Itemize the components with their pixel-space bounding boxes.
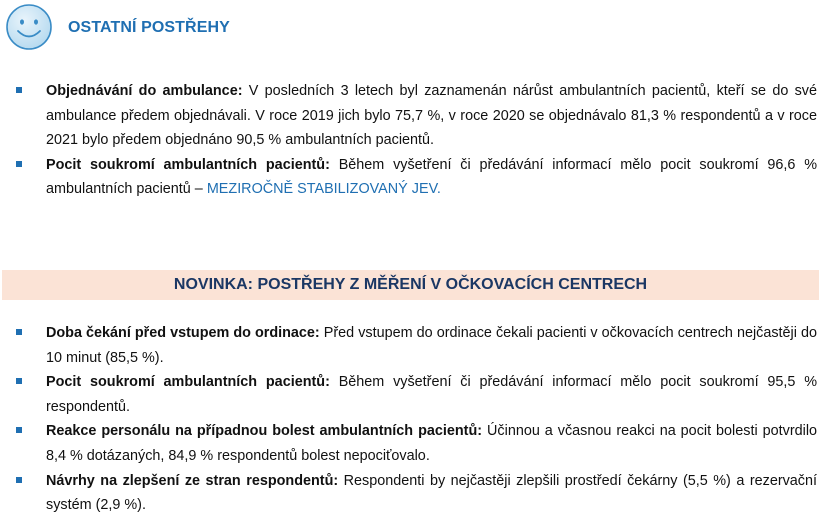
item-highlight: MEZIROČNĚ STABILIZOVANÝ JEV. bbox=[206, 181, 441, 198]
item-text: Respondenti by nejčastěji zlepšili prostředí čekárny (5,5 %) a rezervační systém (2,9 %). bbox=[46, 472, 818, 514]
square-bullet-icon bbox=[16, 161, 22, 167]
item-text: Před vstupem do ordinace čekali pacienti v očkovacích centrech nejčastěji do 10 minut (85,5 %). bbox=[46, 325, 817, 366]
item-label: Pocit soukromí ambulantních pacientů: bbox=[46, 156, 330, 173]
square-bullet-icon bbox=[16, 477, 22, 483]
square-bullet-icon bbox=[16, 378, 22, 384]
item-label: Pocit soukromí ambulantních pacientů: bbox=[46, 374, 330, 391]
square-bullet-icon bbox=[16, 427, 22, 433]
list-item bbox=[0, 79, 835, 153]
list-item bbox=[0, 153, 835, 202]
item-label: Objednávání do ambulance: bbox=[46, 83, 243, 99]
smiley-face-icon bbox=[4, 2, 54, 52]
list-item bbox=[0, 321, 835, 370]
item-text: V posledních 3 letech byl zaznamenán nárůst ambulantních pacientů, kteří se do své ambulance předem objednávali. V roce 2019 jich bylo 75,7 %, v roce 2020 se objednávalo 81,3 % respondentů a v roce 2021 bylo předem objednáno 90,5 % ambulantních pacientů. bbox=[46, 83, 818, 149]
list-item bbox=[0, 419, 835, 468]
square-bullet-icon bbox=[16, 329, 22, 335]
square-bullet-icon bbox=[16, 87, 22, 93]
item-text: Účinnou a včasnou reakci na pocit bolesti potvrdilo 8,4 % dotázaných, 84,9 % respondentů bolest nepociťovalo. bbox=[46, 423, 818, 464]
item-label: Návrhy na zlepšení ze stran respondentů: bbox=[46, 472, 339, 489]
list-item bbox=[0, 469, 835, 518]
section-title-other-observations: OSTATNÍ POSTŘEHY bbox=[68, 19, 230, 36]
section-title-vaccination-centres: NOVINKA: POSTŘEHY Z MĚŘENÍ V OČKOVACÍCH CENTRECH bbox=[173, 276, 648, 293]
item-text: Během vyšetření či předávání informací mělo pocit soukromí 95,5 % respondentů. bbox=[46, 374, 818, 415]
list-item bbox=[0, 370, 835, 419]
item-text: Během vyšetření či předávání informací mělo pocit soukromí 96,6 % ambulantních pacientů – bbox=[46, 156, 818, 198]
item-label: Reakce personálu na případnou bolest ambulantních pacientů: bbox=[46, 423, 483, 440]
vaccination-observations-list bbox=[0, 321, 835, 518]
observations-list bbox=[0, 79, 835, 202]
item-label: Doba čekání před vstupem do ordinace: bbox=[46, 325, 320, 341]
